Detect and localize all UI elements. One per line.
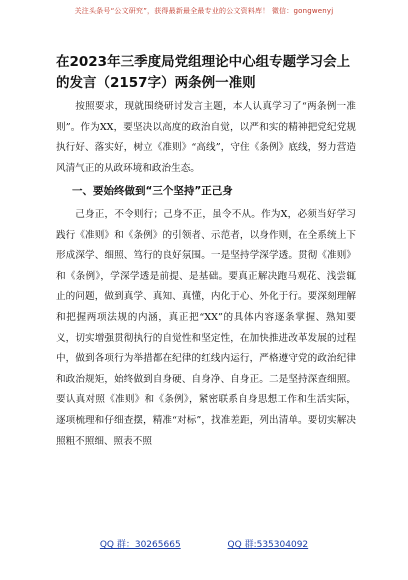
paragraph-body bbox=[56, 205, 356, 452]
header-banner: 关注头条号“公文研究”，获得最新最全最专业的公文资料库！ 微信：gongwenyj bbox=[74, 7, 334, 15]
footer-contacts bbox=[0, 537, 408, 550]
paragraph-body-text: 己身正，不令则行；己身不正，虽令不从。作为X，必须当好学习践行《准则》和《条例》的引领者、示范者，以身作则，在全系统上下形成深学、细照、笃行的良好氛围。一是坚持学深学透。贯彻《准则》和《条例》，学深学透是前提、是基础。要真正解决跑马观花、浅尝辄止的问题，做到真学、真知、真懂，内化于心、外化于行。要深刻理解和把握两项法规的内涵，真正把“XX”的具体内容逐条掌握、熟知要义，切实增强贯彻执行的自觉性和坚定性，在加快推进改革发展的过程中，做到各项行为举措都在纪律的红线内运行，严格遵守党的政治纪律和政治规矩，始终做到自身硬、自身净、自身正。二是坚持深查细照。要认真对照《准则》和《条例》，紧密联系自身思想工作和生活实际，逐项梳理和仔细查摆，精准“对标”，找准差距，列出清单。要切实解决照粗不照细、照表不照 bbox=[56, 209, 356, 447]
document-title: 在2023年三季度局党组理论中心组专题学习会上的发言（2157字）两条例一准则 bbox=[56, 54, 351, 91]
paragraph-intro-text: 按照要求，现就围绕研讨发言主题，本人认真学习了“两条例一准则”。作为XX，要坚决以高度的政治自觉，以严和实的精神把党纪党规执行好、落实好，树立《准则》“高线”，守住《条例》底线，努力营造风清气正的从政环境和政治生态。 bbox=[56, 101, 356, 174]
qq-group-link-2[interactable]: QQ 群:535304092 bbox=[227, 540, 309, 550]
qq-group-link-1[interactable]: QQ 群：30265665 bbox=[99, 540, 181, 550]
paragraph-intro bbox=[56, 97, 356, 179]
section-heading: 一、要始终做到“三个坚持”正己身 bbox=[72, 185, 233, 197]
